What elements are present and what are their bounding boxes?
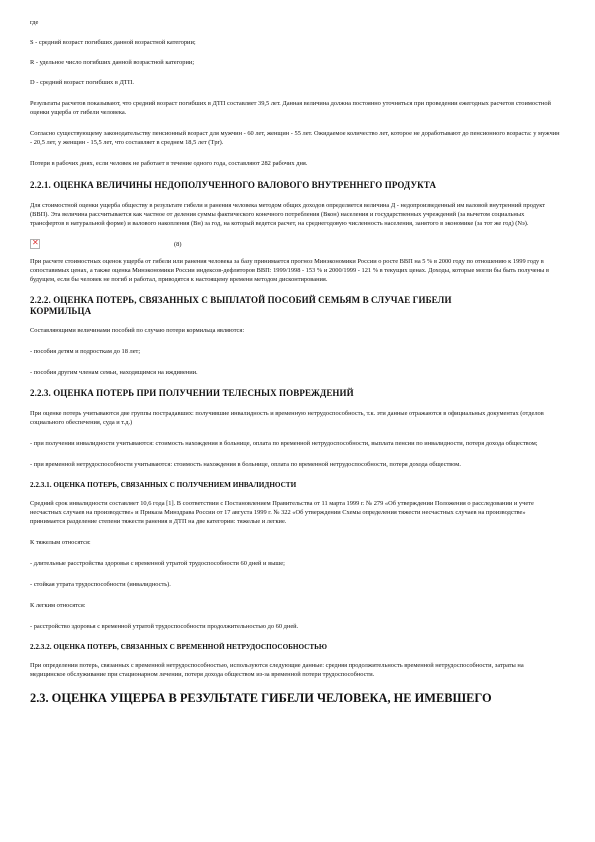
paragraph-gdp-forecast: При расчете стоимостных оценок ущерба от гибели или ранения человека за базу принимается прогноз Минэкономики России о росте ВВП на 5 % в 2000 году по отношению к 1999 году в сопоставимых ценах, а также оценка Минэкономики России индексов-дефляторов ВВП: 1999/1998 - 153 % и 2000/1999 - 121 % в текущих ценах. Доходы, которые могли бы быть получены в будущем, если бы человек не погиб и работал, приводятся к настоящему времени методом дисконтирования. [30, 258, 549, 283]
formula-number: (8) [174, 240, 182, 248]
definition-s: S - средний возраст погибших данной возрастной категории; [30, 39, 196, 46]
where-label: где [30, 19, 39, 26]
formula-row [30, 237, 560, 251]
section-heading-2-2-1: 2.2.1. ОЦЕНКА ВЕЛИЧИНЫ НЕДОПОЛУЧЕННОГО ВАЛОВОГО ВНУТРЕННЕГО ПРОДУКТА [30, 180, 437, 190]
section-heading-2-3: 2.3. ОЦЕНКА УЩЕРБА В РЕЗУЛЬТАТЕ ГИБЕЛИ ЧЕЛОВЕКА, НЕ ИМЕВШЕГО [30, 691, 492, 705]
paragraph-severe-label: К тяжелым относятся: [30, 539, 91, 546]
section-heading-2-2-2 [30, 295, 560, 317]
list-item: - длительные расстройства здоровья с временной утратой трудоспособности 60 дней и выше; [30, 560, 285, 567]
paragraph-allowances: Составляющими величинами пособий по случаю потери кормильца являются: [30, 327, 245, 334]
section-heading-2-2-3: 2.2.3. ОЦЕНКА ПОТЕРЬ ПРИ ПОЛУЧЕНИИ ТЕЛЕСНЫХ ПОВРЕЖДЕНИЙ [30, 388, 354, 398]
list-item: - стойкая утрата трудоспособности (инвалидность). [30, 581, 171, 588]
section-heading-2-2-3-2: 2.2.3.2. ОЦЕНКА ПОТЕРЬ, СВЯЗАННЫХ С ВРЕМЕННОЙ НЕТРУДОСПОСОБНОСТЬЮ [30, 643, 328, 651]
section-heading-2-2-3-1: 2.2.3.1. ОЦЕНКА ПОТЕРЬ, СВЯЗАННЫХ С ПОЛУЧЕНИЕМ ИНВАЛИДНОСТИ [30, 481, 297, 489]
list-item: - пособия другим членам семьи, находящимся на иждивении. [30, 369, 198, 376]
broken-image-icon [30, 239, 40, 249]
list-item: - пособия детям и подросткам до 18 лет; [30, 348, 141, 355]
section-heading-2-2-2-line1: 2.2.2. ОЦЕНКА ПОТЕРЬ, СВЯЗАННЫХ С ВЫПЛАТОЙ ПОСОБИЙ СЕМЬЯМ В СЛУЧАЕ ГИБЕЛИ [30, 295, 452, 305]
paragraph-temporary-data: При определении потерь, связанных с временной нетрудоспособностью, используются следующие данные: средняя продолжительность временной нетрудоспособности, затраты на медицинское обслуживание при стационарном лечении, потеря дохода обществом из-за временной потери трудоспособности. [30, 662, 524, 678]
document-page [30, 18, 560, 705]
paragraph-results: Результаты расчетов показывают, что средний возраст погибших в ДТП составляет 39,5 лет. Данная величина должна постоянно уточняться при проведении ежегодных расчетов стоимостной оценки ущерба от гибели человека. [30, 100, 551, 116]
definition-r: R - удельное число погибших данной возрастной категории; [30, 59, 195, 66]
paragraph-injury-groups: При оценке потерь учитываются две группы пострадавших: получившие инвалидность и временную нетрудоспособность, т.к. эти данные отражаются в официальных документах (отделов социального обеспечения, суда и т.д.) [30, 410, 544, 426]
paragraph-workdays: Потери в рабочих днях, если человек не работает в течение одного года, составляют 282 рабочих дня. [30, 160, 308, 167]
paragraph-light-label: К легким относятся: [30, 602, 86, 609]
paragraph-gdp-definition: Для стоимостной оценки ущерба обществу в результате гибели и ранения человека методом общих доходов определяется величина Д - недопроизведенный им валовой внутренний продукт (ВВП). Эта величина рассчитывается как частное от деления суммы фактического конечного потребления (Вкон) населения и государственных учреждений (за вычетом социальных трансфертов в натуральной форме) и валового накопления (Вн) за год, на который ведется расчет, на среднегодовую численность населения, занятого в экономике (за тот же год) (Nэ). [30, 202, 546, 227]
paragraph-pension: Согласно существующему законодательству пенсионный возраст для мужчин - 60 лет, женщин - 55 лет. Ожидаемое количество лет, которое не доработывают до пенсионного возраста: у мужчин - 20,5 лет, у женщин - 15,5 лет, что составляет в среднем 18,5 лет (Tpr). [30, 130, 560, 146]
section-heading-2-2-2-line2: КОРМИЛЬЦА [30, 306, 92, 316]
paragraph-disability-costs: - при получении инвалидности учитываются: стоимость нахождения в больнице, оплата по временной нетрудоспособности, выплата пенсии по инвалидности, потеря дохода обществом; [30, 440, 538, 447]
definition-d: D - средний возраст погибших в ДТП. [30, 79, 134, 86]
paragraph-temporary-costs: - при временной нетрудоспособности учитываются: стоимость нахождения в больнице, оплата по временной нетрудоспособности, потеря дохода обществом. [30, 461, 461, 468]
paragraph-disability-term: Средний срок инвалидности составляет 10,6 года [1]. В соответствии с Постановлением Правительства от 11 марта 1999 г. № 279 «Об утверждении Положения о расследовании и учете несчастных случаев на производстве» и Приказа Минздрава России от 17 августа 1999 г. № 322 «Об утверждении Схемы определения тяжести несчастных случаев на производстве» принимается разделение степени тяжести ранения в ДТП на две категории: тяжелые и легкие. [30, 500, 534, 525]
list-item: - расстройство здоровья с временной утратой трудоспособности продолжительностью до 60 дней. [30, 623, 299, 630]
